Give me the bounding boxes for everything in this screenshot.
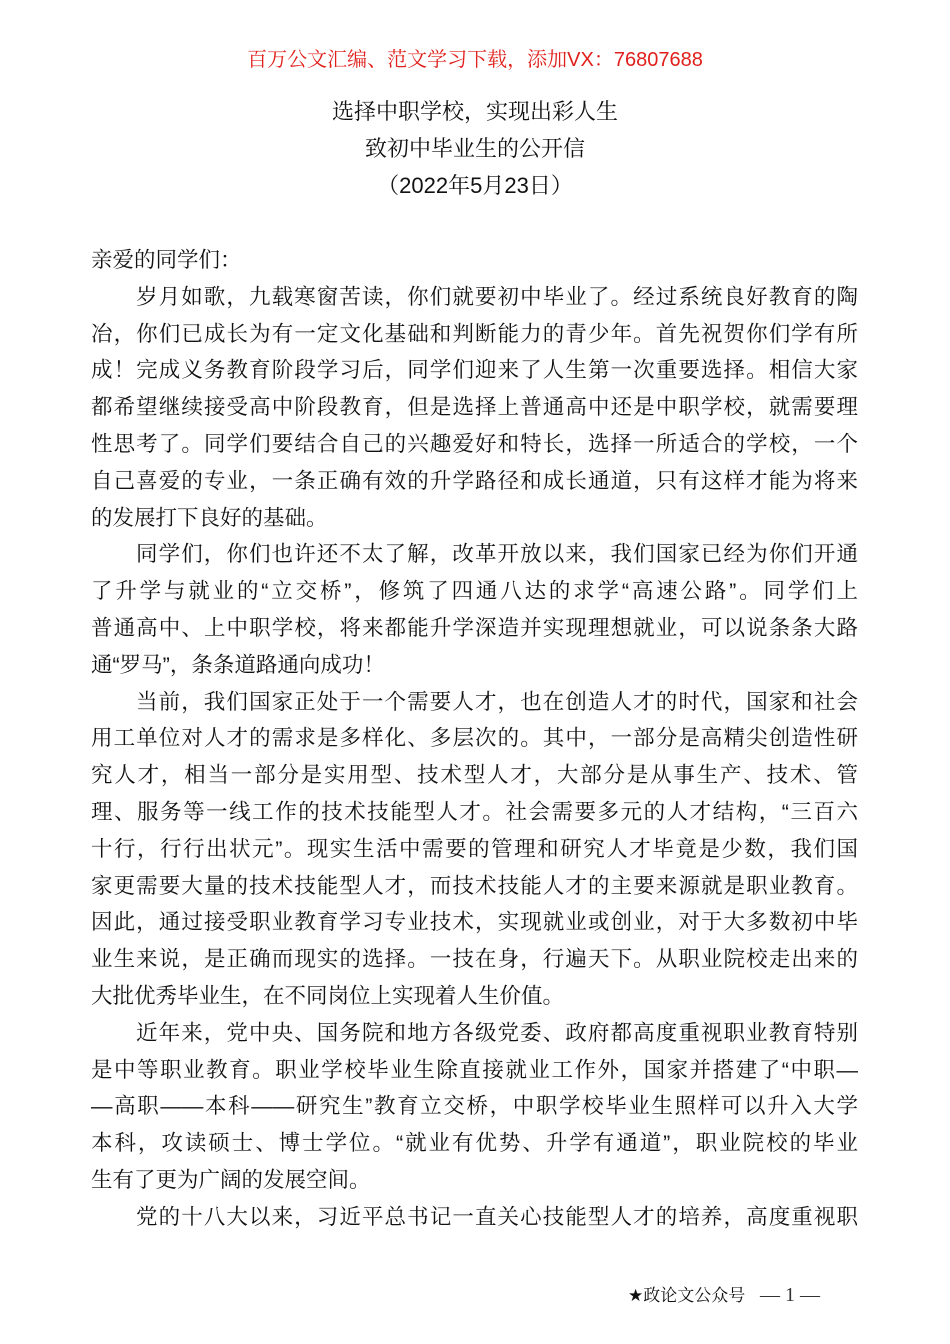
paragraph-line: 性思考了。同学们要结合自己的兴趣爱好和特长，选择一所适合的学校，一个 [91,431,858,456]
paragraph [91,279,858,537]
footer-source: ★政论文公众号 [628,1286,746,1305]
paragraph-line: 同学们，你们也许还不太了解，改革开放以来，我们国家已经为你们开通 [136,542,858,567]
paragraph [91,1015,858,1199]
salutation: 亲爱的同学们： [91,248,242,272]
paragraph-line: 因此，通过接受职业教育学习专业技术，实现就业或创业，对于大多数初中毕 [91,910,858,935]
paragraph-line: 党的十八大以来，习近平总书记一直关心技能型人才的培养，高度重视职 [136,1204,858,1229]
paragraph-line: 成！完成义务教育阶段学习后，同学们迎来了人生第一次重要选择。相信大家 [91,358,858,383]
paragraph-line: 岁月如歌，九载寒窗苦读，你们就要初中毕业了。经过系统良好教育的陶 [136,284,858,309]
page-number: — 1 — [759,1284,820,1306]
paragraph-line: 通“罗马”，条条道路通向成功！ [91,652,385,677]
page-footer [628,1282,820,1309]
watermark-banner: 百万公文汇编、范文学习下载，添加VX：76807688 [247,49,703,71]
paragraph-line: 了升学与就业的“立交桥”，修筑了四通八达的求学“高速公路”。同学们上 [91,579,858,604]
paragraph-line: 本科，攻读硕士、博士学位。“就业有优势、升学有通道”，职业院校的毕业 [91,1131,858,1156]
paragraph-line: —高职——本科——研究生”教育立交桥，中职学校毕业生照样可以升入大学 [91,1094,858,1119]
document-subtitle: 致初中毕业生的公开信 [364,136,585,161]
paragraph-line: 自己喜爱的专业，一条正确有效的升学路径和成长通道，只有这样才能为将来 [91,468,858,493]
paragraph-line: 是中等职业教育。职业学校毕业生除直接就业工作外，国家并搭建了“中职— [91,1057,858,1082]
paragraph-line: 理、服务等一线工作的技术技能型人才。社会需要多元的人才结构，“三百六 [91,799,858,824]
paragraph-line: 究人才，相当一部分是实用型、技术型人才，大部分是从事生产、技术、管 [91,763,858,788]
paragraph-line: 冶，你们已成长为有一定文化基础和判断能力的青少年。首先祝贺你们学有所 [91,321,858,346]
paragraph-line: 普通高中、上中职学校，将来都能升学深造并实现理想就业，可以说条条大路 [91,615,858,640]
paragraph [91,684,858,1015]
paragraph-line: 大批优秀毕业生，在不同岗位上实现着人生价值。 [91,983,565,1008]
letter-body [91,242,858,1236]
paragraph-line: 业生来说，是正确而现实的选择。一技在身，行遍天下。从职业院校走出来的 [91,947,858,972]
paragraph-line: 当前，我们国家正处于一个需要人才，也在创造人才的时代，国家和社会 [136,689,858,714]
paragraph-line: 十行，行行出状元”。现实生活中需要的管理和研究人才毕竟是少数，我们国 [91,836,858,861]
paragraph-line: 生有了更为广阔的发展空间。 [91,1167,371,1192]
document-date: （2022年5月23日） [377,173,573,198]
paragraph [91,536,858,683]
document-title: 选择中职学校，实现出彩人生 [331,99,618,124]
paragraph-line: 都希望继续接受高中阶段教育，但是选择上普通高中还是中职学校，就需要理 [91,395,858,420]
paragraph-line: 的发展打下良好的基础。 [91,505,328,530]
paragraph-line: 家更需要大量的技术技能型人才，而技术技能人才的主要来源就是职业教育。 [91,873,858,898]
paragraph [91,1199,858,1236]
paragraph-line: 近年来，党中央、国务院和地方各级党委、政府都高度重视职业教育特别 [136,1020,858,1045]
paragraph-line: 用工单位对人才的需求是多样化、多层次的。其中，一部分是高精尖创造性研 [91,726,858,751]
